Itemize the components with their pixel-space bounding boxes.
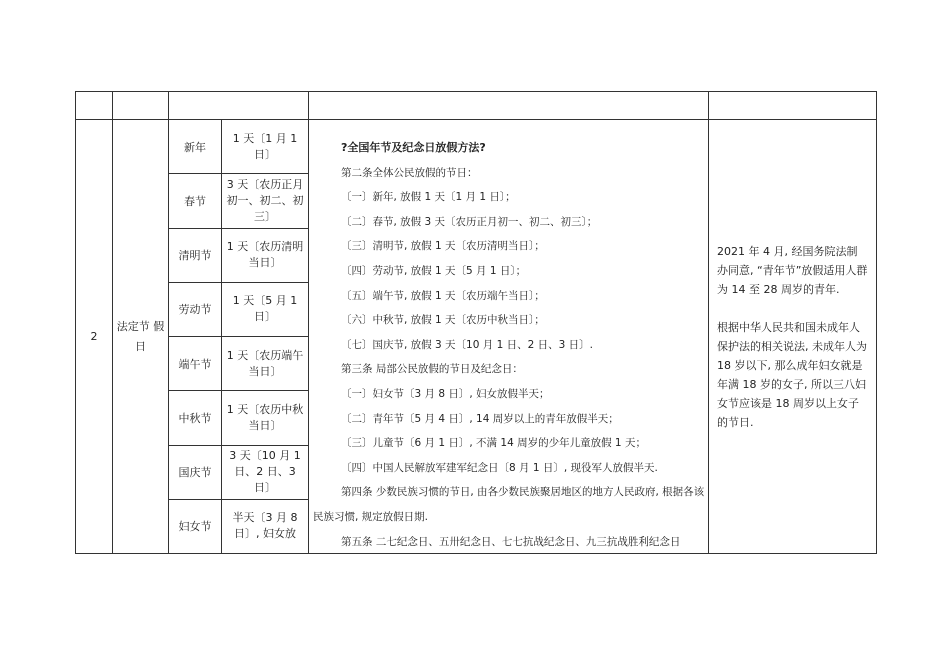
- detail-title: ?全国年节及纪念日放假方法?: [341, 141, 486, 154]
- detail-line: 〔六〕中秋节, 放假 1 天〔农历中秋当日〕；: [341, 314, 545, 327]
- detail-line: 〔四〕劳动节, 放假 1 天〔5 月 1 日〕；: [341, 264, 527, 277]
- holiday-days: 3 天〔10 月 1 日、2 日、3 日〕: [222, 445, 309, 499]
- holiday-days: 半天〔3 月 8 日〕, 妇女放: [222, 499, 309, 553]
- detail-line: 〔五〕端午节, 放假 1 天〔农历端午当日〕；: [341, 289, 545, 302]
- holiday-name: 春节: [169, 174, 222, 228]
- header-cell-holiday: [169, 92, 309, 120]
- table-row: [76, 120, 877, 174]
- holiday-days: 1 天〔1 月 1 日〕: [222, 120, 309, 174]
- detail-line: 〔四〕中国人民解放军建军纪念日〔8 月 1 日〕, 现役军人放假半天.: [341, 461, 658, 474]
- detail-line: 第三条 局部公民放假的节日及纪念日：: [341, 363, 523, 376]
- header-cell-detail: [309, 92, 709, 120]
- holiday-days: 1 天〔农历端午当日〕: [222, 337, 309, 391]
- detail-line: 〔二〕青年节〔5 月 4 日〕, 14 周岁以上的青年放假半天；: [341, 412, 619, 425]
- holiday-name: 端午节: [169, 337, 222, 391]
- header-cell-category: [113, 92, 169, 120]
- remark-cell: [709, 120, 877, 554]
- row-number: 2: [76, 120, 113, 554]
- holiday-name: 劳动节: [169, 282, 222, 336]
- detail-cell: [309, 120, 709, 554]
- detail-line: 〔三〕儿童节〔6 月 1 日〕, 不满 14 周岁的少年儿童放假 1 天；: [341, 437, 646, 450]
- holiday-name: 国庆节: [169, 445, 222, 499]
- header-row: [76, 92, 877, 120]
- detail-line: 〔一〕新年, 放假 1 天〔1 月 1 日〕；: [341, 191, 516, 204]
- detail-line: 〔三〕清明节, 放假 1 天〔农历清明当日〕；: [341, 240, 545, 253]
- header-cell-remark: [709, 92, 877, 120]
- detail-line: 〔二〕春节, 放假 3 天〔农历正月初一、初二、初三〕；: [341, 215, 598, 228]
- remark-paragraph: 2021 年 4 月, 经国务院法制办同意, “青年节”放假适用人群为 14 至 28 周岁的青年.: [717, 244, 868, 296]
- detail-paragraph: 第五条 二七纪念日、五卅纪念日、七七抗战纪念日、九三抗战胜利纪念日: [341, 535, 681, 548]
- holiday-name: 妇女节: [169, 499, 222, 553]
- detail-line: 〔七〕国庆节, 放假 3 天〔10 月 1 日、2 日、3 日〕.: [341, 338, 593, 351]
- detail-line: 〔一〕妇女节〔3 月 8 日〕, 妇女放假半天；: [341, 387, 550, 400]
- holiday-name: 新年: [169, 120, 222, 174]
- detail-paragraph: 第四条 少数民族习惯的节日, 由各少数民族聚居地区的地方人民政府, 根据各该民族习惯, 规定放假日期.: [313, 486, 705, 523]
- remark-paragraph: 根据中华人民共和国未成年人保护法的相关说法, 未成年人为 18 岁以下, 那么成年妇女就是年满 18 岁的女子, 所以三八妇女节应该是 18 周岁以上女子的节日.: [717, 320, 867, 429]
- holiday-name: 清明节: [169, 228, 222, 282]
- holiday-days: 1 天〔5 月 1 日〕: [222, 282, 309, 336]
- detail-line: 第二条全体公民放假的节日：: [341, 166, 478, 179]
- category-label: 法定节 假日: [113, 120, 169, 554]
- holiday-name: 中秋节: [169, 391, 222, 445]
- holiday-days: 1 天〔农历中秋当日〕: [222, 391, 309, 445]
- header-cell-number: [76, 92, 113, 120]
- holiday-days: 3 天〔农历正月初一、初二、初三〕: [222, 174, 309, 228]
- holiday-table: [75, 91, 877, 554]
- holiday-days: 1 天〔农历清明当日〕: [222, 228, 309, 282]
